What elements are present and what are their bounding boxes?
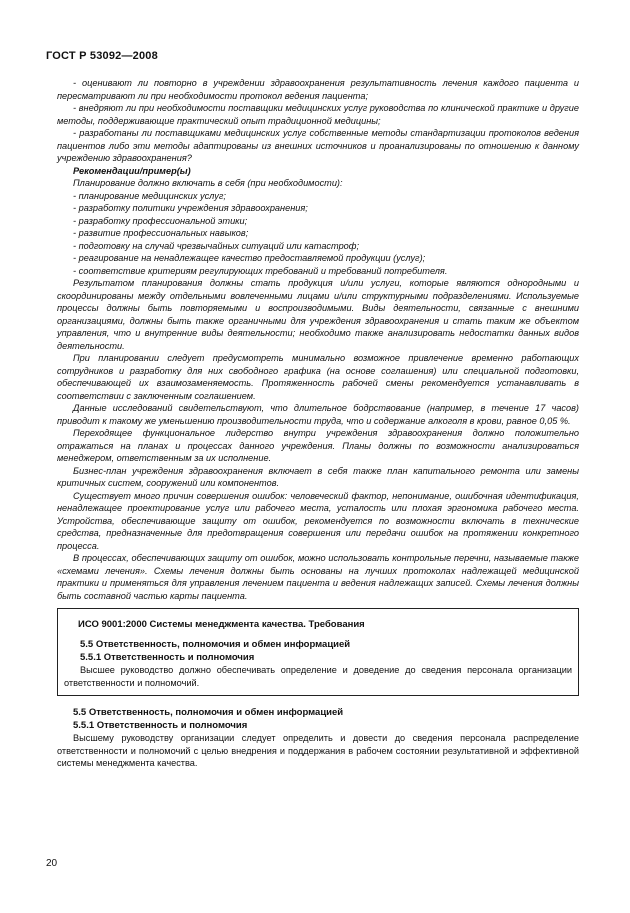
iso-quote-box [57,608,579,696]
paragraph: При планировании следует предусмотреть минимально возможное привлечение временно работающих сотрудников и разработку для них свободного графика (на основе соглашения) или специальной подготовки, обеспечивающей их взаимозаменяемость. Протяженность рабочей смены рекомендуется устанавливать в соответствии с заключенным соглашением. [57,353,579,401]
section-text: Высшему руководству организации следует определить и довести до сведения персонала распределение ответственности и полномочий с целью внедрения и поддержания в рабочем состоянии результативной и эффективной системы менеджмента качества. [57,733,579,768]
page-number: 20 [46,858,58,869]
paragraph: - оценивают ли повторно в учреждении здравоохранения результативность лечения каждого пациента и пересматривают ли при необходимости протокол ведения пациента; [57,78,579,101]
subsection-heading: 5.5.1 Ответственность и полномочия [73,720,248,731]
paragraph: В процессах, обеспечивающих защиту от ошибок, можно использовать контрольные перечни, называемые также «схемами лечения». Схемы лечения должны быть основаны на лучших протоколах надлежащей медицинской практики и применяться для управления лечением пациента и ведения надлежащих записей. Схемы лечения должны быть составной частью карты пациента. [57,553,579,601]
recommendations-heading: Рекомендации/пример(ы) [73,165,191,176]
section-heading: 5.5 Ответственность, полномочия и обмен информацией [73,707,344,718]
section-5-5 [57,706,579,770]
iso-box-title: ИСО 9001:2000 Системы менеджмента качества. Требования [78,619,365,630]
document-header: ГОСТ Р 53092—2008 [46,50,158,62]
iso-box-text: Высшее руководство должно обеспечивать определение и доведение до сведения персонала организации ответственности и полномочий. [64,665,572,688]
list-item: - разработку профессиональной этики; [73,215,248,226]
page-content [57,77,579,770]
list-item: - подготовку на случай чрезвычайных ситуаций или катастроф; [73,240,360,251]
section-heading: 5.5 Ответственность, полномочия и обмен информацией [80,639,351,650]
paragraph: Существует много причин совершения ошибок: человеческий фактор, непонимание, ошибочная идентификация, ненадлежащее проектирование услуг или рабочего места, усталость или плохая эргономика рабочего места. Устройства, обеспечивающие защиту от ошибок, рекомендуется по возможности включать в технические средства, предназначенные для предотвращения совершения или передачи ошибок на протяжении конкретного процесса. [57,490,579,551]
paragraph: - внедряют ли при необходимости поставщики медицинских услуг руководства по клинической практике и другие методы, поддерживающие практический опыт традиционной медицины; [57,103,579,126]
list-item: - развитие профессиональных навыков; [73,228,249,238]
paragraph: Результатом планирования должны стать продукция и/или услуги, которые являются однородными и скоординированы между отдельными вовлеченными лицами и/или структурными подразделениями. Используемые процессы должны быть повторяемыми и воспроизводимыми. Виды деятельности, связанные с внешними организациями, должны быть также органичными для учреждения здравоохранения и стать таким же объектом управления, что и внутренние виды деятельности; необходимо также анализировать недостатки данных видов деятельности. [57,278,579,351]
list-item: - соответствие критериям регулирующих требований и требований потребителя. [73,265,448,276]
paragraph: Переходящее функциональное лидерство внутри учреждения здравоохранения должно положительно отражаться на планах и процессах данного учреждения. Планы должны по возможности анализироваться менеджером, ответственным за их исполнение. [57,428,579,463]
subsection-heading: 5.5.1 Ответственность и полномочия [80,652,255,663]
list-item: - реагирование на ненадлежащее качество предоставляемой продукции (услуг); [73,253,426,263]
paragraph: - разработаны ли поставщиками медицинских услуг собственные методы стандартизации протоколов ведения пациентов либо эти методы адаптированы из внешних источников и проанализированы по отношению к данному учреждению здравоохранения? [57,128,579,163]
planning-intro: Планирование должно включать в себя (при необходимости): [73,178,343,188]
paragraph: Бизнес-план учреждения здравоохранения включает в себя также план капитального ремонта или замены критичных систем, сооружений или компонентов. [57,465,579,488]
list-item: - разработку политики учреждения здравоохранения; [73,203,308,213]
list-item: - планирование медицинских услуг; [73,190,226,201]
paragraph: Данные исследований свидетельствуют, что длительное бодрствование (например, в течение 17 часов) приводит к такому же уменьшению производительности труда, что и содержание алкоголя в крови, равное 0,05 %. [57,403,579,426]
